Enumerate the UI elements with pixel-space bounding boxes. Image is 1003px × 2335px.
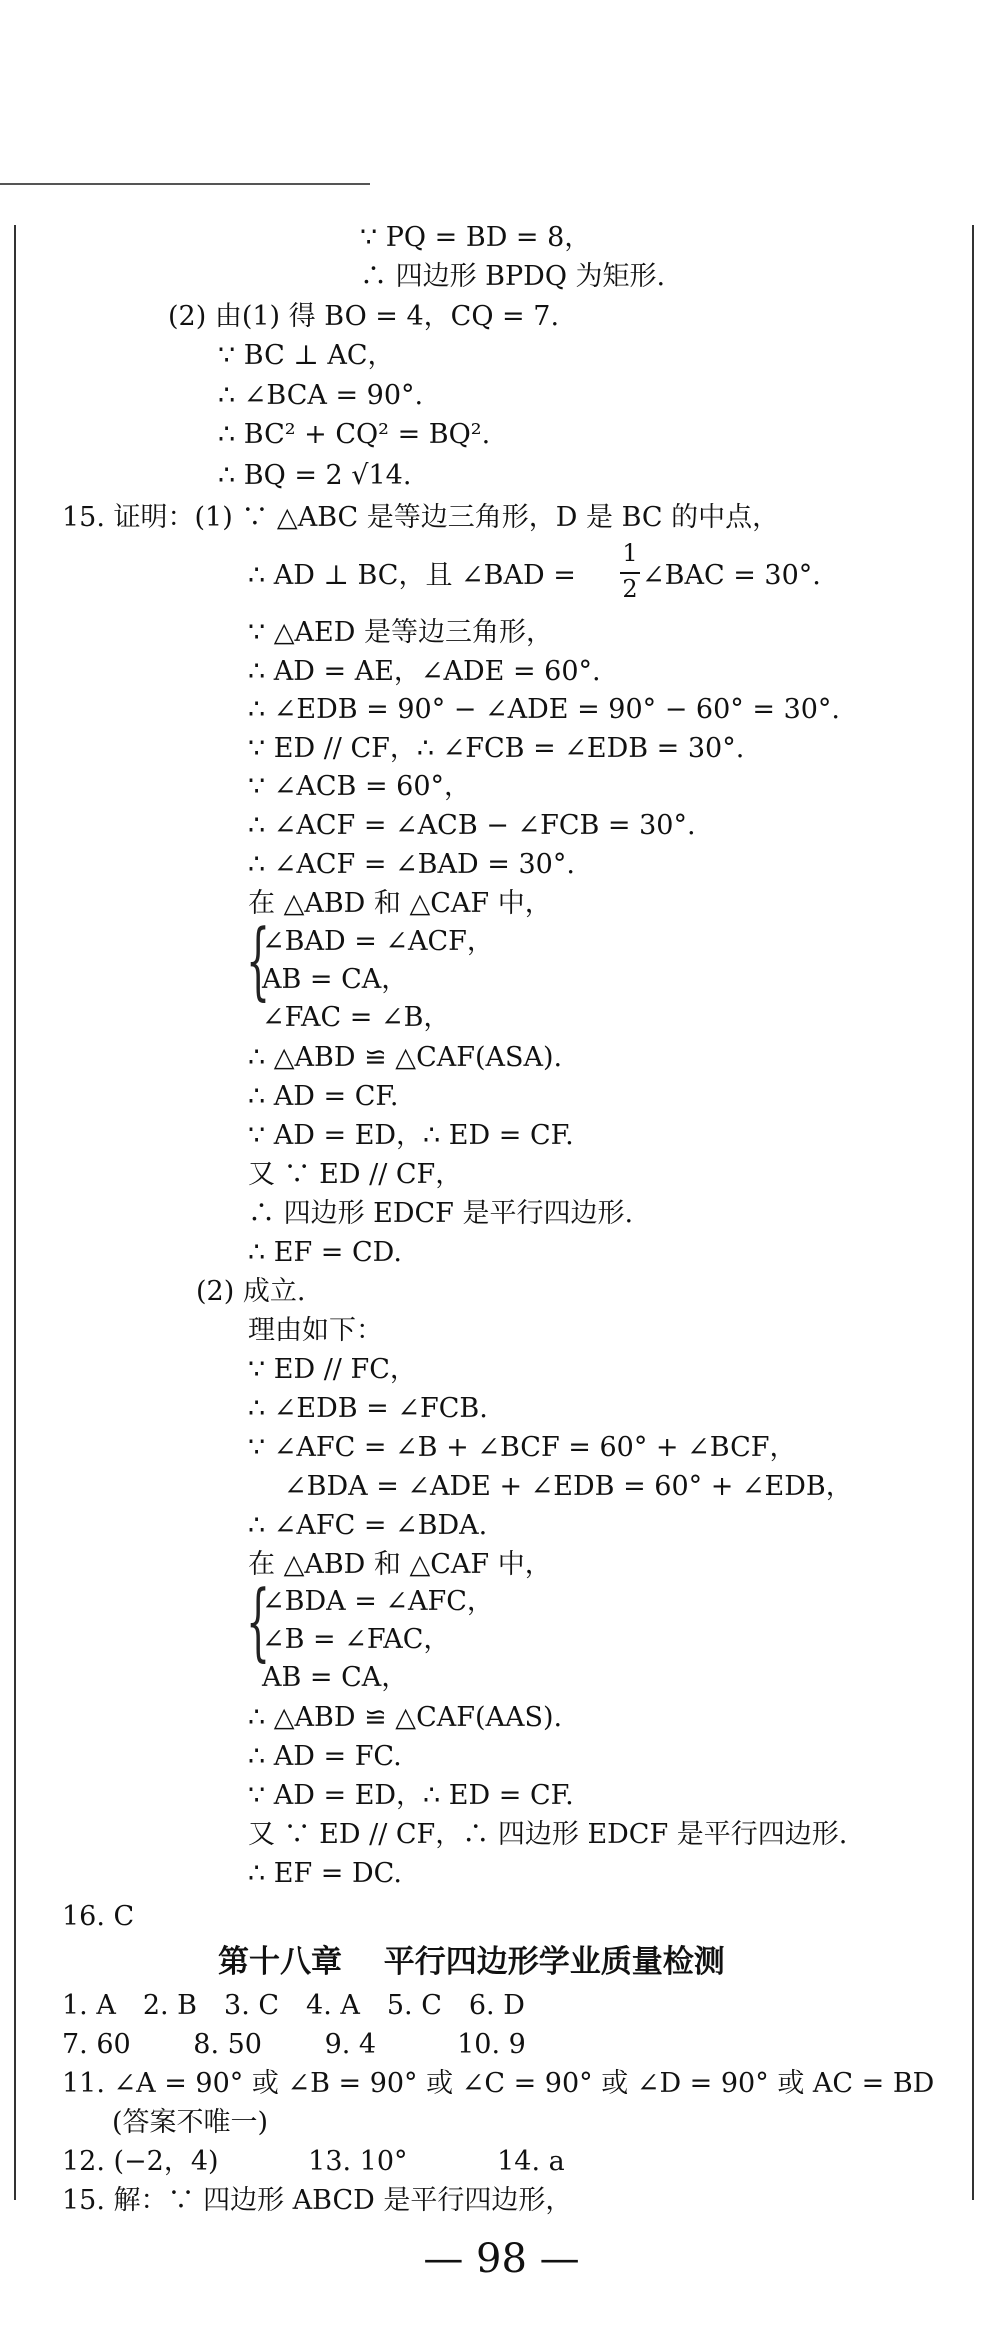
text-line: ∴ ∠EDB = 90° − ∠ADE = 90° − 60° = 30°. — [248, 694, 841, 725]
text-line: 又 ∵ ED // CF， — [248, 1159, 463, 1190]
text-line: ∠FAC = ∠B， — [262, 1002, 451, 1033]
text-line: ∴ ∠AFC = ∠BDA. — [248, 1510, 488, 1541]
text-line: 理由如下： — [248, 1315, 383, 1346]
text-line: ∴ BQ = 2 √14. — [218, 460, 412, 491]
text-line: ∴ 四边形 EDCF 是平行四边形. — [248, 1198, 634, 1229]
text-line: 在 △ABD 和 △CAF 中， — [248, 1549, 552, 1580]
text-line: ∵ ∠ACB = 60°， — [248, 771, 472, 802]
text-line: ∴ ∠BCA = 90°. — [218, 380, 424, 411]
text-line: ∴ AD = AE，∠ADE = 60°. — [248, 656, 601, 687]
text-line: ∴ ∠ACF = ∠ACB − ∠FCB = 30°. — [248, 810, 696, 841]
text-line: ∴ △ABD ≌ △CAF(ASA). — [248, 1042, 563, 1073]
text-line: ∠BDA = ∠AFC， — [262, 1586, 494, 1617]
text-line: 在 △ABD 和 △CAF 中， — [248, 888, 552, 919]
fraction-denominator: 2 — [622, 575, 638, 603]
text-line: AB = CA， — [262, 1662, 409, 1693]
text-line: ∠BAC = 30°. — [642, 560, 821, 591]
text-line: ∵ ED // FC， — [248, 1354, 417, 1385]
text-line: ∵ BC ⊥ AC， — [218, 340, 395, 371]
text-line: (2) 成立. — [196, 1276, 306, 1307]
text-line: 7. 60 8. 50 9. 4 10. 9 — [62, 2029, 526, 2060]
text-line: ∴ ∠ACF = ∠BAD = 30°. — [248, 849, 575, 880]
text-line: ∴ AD = FC. — [248, 1741, 402, 1772]
text-line: ∠BAD = ∠ACF， — [262, 926, 494, 957]
text-line: (2) 由(1) 得 BO = 4，CQ = 7. — [168, 301, 560, 332]
text-line: ∴ AD = CF. — [248, 1081, 399, 1112]
text-line: ∵ ED // CF，∴ ∠FCB = ∠EDB = 30°. — [248, 733, 745, 764]
text-line: ∵ ∠AFC = ∠B + ∠BCF = 60° + ∠BCF， — [248, 1432, 797, 1463]
text-line: ∵ PQ = BD = 8， — [360, 222, 592, 253]
text-line: ∴ 四边形 BPDQ 为矩形. — [360, 261, 666, 292]
text-line: ∴ BC² + CQ² = BQ². — [218, 419, 491, 450]
text-line: 又 ∵ ED // CF，∴ 四边形 EDCF 是平行四边形. — [248, 1819, 848, 1850]
system-brace: { — [246, 911, 271, 1009]
text-line: (答案不唯一) — [112, 2107, 269, 2138]
problem-15-start: 15. 证明：(1) ∵ △ABC 是等边三角形，D 是 BC 的中点， — [62, 502, 780, 533]
text-line: ∴ EF = DC. — [248, 1858, 402, 1889]
text-line: ∴ AD ⊥ BC，且 ∠BAD = — [248, 560, 576, 591]
right-margin-rule — [972, 225, 974, 2200]
chapter-heading: 第十八章 平行四边形学业质量检测 — [218, 1944, 725, 1980]
text-line: ∵ AD = ED，∴ ED = CF. — [248, 1120, 574, 1151]
text-line: ∵ △AED 是等边三角形， — [248, 617, 553, 648]
text-line: AB = CA， — [262, 964, 409, 995]
text-line: ∵ AD = ED，∴ ED = CF. — [248, 1780, 574, 1811]
fraction-bar — [620, 572, 640, 574]
text-line: 11. ∠A = 90° 或 ∠B = 90° 或 ∠C = 90° 或 ∠D = 90° 或 AC = BD — [62, 2068, 935, 2099]
problem-16: 16. C — [62, 1901, 135, 1932]
header-rule — [0, 183, 370, 185]
left-margin-rule — [14, 225, 16, 2200]
text-line: 15. 解：∵ 四边形 ABCD 是平行四边形， — [62, 2185, 573, 2216]
system-brace: { — [246, 1572, 271, 1670]
text-line: 12. (−2，4) 13. 10° 14. a — [62, 2146, 565, 2177]
page-number: — 98 — — [423, 2236, 580, 2282]
text-line: ∴ △ABD ≌ △CAF(AAS). — [248, 1702, 563, 1733]
text-line: ∴ EF = CD. — [248, 1237, 402, 1268]
text-line: 1. A 2. B 3. C 4. A 5. C 6. D — [62, 1990, 525, 2021]
text-line: ∠B = ∠FAC， — [262, 1624, 451, 1655]
text-line: ∴ ∠EDB = ∠FCB. — [248, 1393, 488, 1424]
text-line: ∠BDA = ∠ADE + ∠EDB = 60° + ∠EDB， — [284, 1471, 853, 1502]
fraction-numerator: 1 — [622, 539, 638, 567]
